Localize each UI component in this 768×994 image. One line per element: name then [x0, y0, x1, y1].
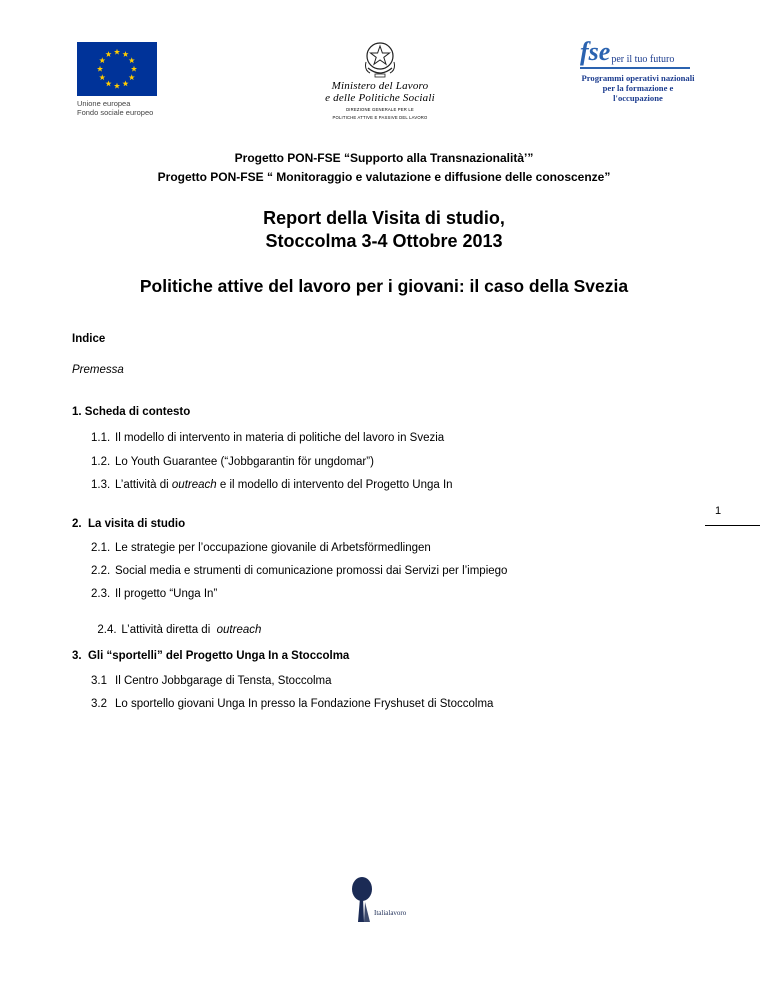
toc-item-1-1[interactable]	[91, 431, 444, 445]
fse-programme-2: per la formazione e l'occupazione	[602, 83, 674, 103]
toc-item-3-1[interactable]	[91, 674, 332, 688]
report-title-line-2: Stoccolma 3-4 Ottobre 2013	[265, 231, 503, 251]
toc-item-text: Il progetto “Unga In”	[115, 588, 218, 600]
eu-logo	[77, 42, 157, 117]
toc-item-3-2[interactable]	[91, 697, 493, 711]
ministry-name-2: e delle Politiche Sociali	[325, 92, 435, 104]
ministry-name-1: Ministero del Lavoro	[331, 80, 429, 92]
toc-item-1-2[interactable]	[91, 455, 374, 469]
toc-item-number: 2.2.	[91, 565, 111, 577]
project-title-2: Progetto PON-FSE “ Monitoraggio e valutazione e diffusione delle conoscenze”	[157, 170, 611, 184]
fse-mark: fse	[580, 37, 611, 66]
toc-item-text: L’attività di	[115, 479, 172, 491]
toc-item-number: 2.1.	[91, 542, 111, 554]
italia-lavoro-label: Italialavoro	[374, 909, 407, 917]
toc-item-2-1[interactable]	[91, 541, 431, 555]
toc-item-1-3[interactable]	[91, 478, 453, 492]
fse-divider	[580, 67, 690, 69]
project-title-1: Progetto PON-FSE “Supporto alla Transnazionalità’”	[234, 151, 534, 165]
toc-item-number: 3.1	[91, 675, 107, 687]
italia-lavoro-logo	[346, 876, 426, 936]
fse-programme-1: Programmi operativi nazionali	[581, 73, 695, 83]
toc-item-text: Lo sportello giovani Unga In presso la Fondazione Fryshuset di Stoccolma	[115, 698, 494, 710]
page-number: 1	[715, 505, 722, 517]
toc-item-italic-term: outreach	[171, 479, 217, 491]
fse-slogan: per il tuo futuro	[611, 54, 675, 65]
toc-item-italic-term: outreach	[216, 624, 262, 636]
ministry-sub-1: DIREZIONE GENERALE PER LE	[346, 107, 414, 112]
toc-item-text: e il modello di intervento del Progetto Unga In	[216, 479, 453, 491]
italian-emblem-icon	[362, 40, 398, 80]
toc-item-2-3[interactable]	[91, 587, 217, 601]
toc-section-3[interactable]: 3. Gli “sportelli” del Progetto Unga In a Stoccolma	[72, 650, 350, 662]
toc-item-text: L’attività diretta di	[121, 624, 217, 636]
toc-section-2[interactable]: 2. La visita di studio	[72, 518, 186, 530]
toc-section-1[interactable]: 1. Scheda di contesto	[72, 406, 191, 418]
toc-item-text: Le strategie per l’occupazione giovanile di Arbetsförmedlingen	[115, 542, 431, 554]
toc-item-2-4[interactable]	[91, 609, 261, 637]
eu-flag-icon	[77, 42, 157, 96]
eu-label-1: Unione europea	[77, 99, 131, 108]
toc-item-number: 2.3.	[91, 588, 111, 600]
ministry-logo	[320, 40, 440, 120]
italia-lavoro-mark-icon	[346, 876, 386, 926]
toc-item-number: 1.2.	[91, 456, 111, 468]
toc-item-number: 2.4.	[97, 624, 117, 636]
toc-item-number: 1.3.	[91, 479, 111, 491]
toc-item-text: Il modello di intervento in materia di politiche del lavoro in Svezia	[115, 432, 445, 444]
toc-item-text: Social media e strumenti di comunicazione promossi dai Servizi per l’impiego	[115, 565, 508, 577]
page-number-rule	[705, 525, 760, 526]
eu-label-2: Fondo sociale europeo	[77, 108, 154, 117]
toc-premessa: Premessa	[72, 364, 124, 376]
toc-item-number: 1.1.	[91, 432, 111, 444]
toc-heading: Indice	[72, 333, 106, 345]
ministry-sub-2: POLITICHE ATTIVE E PASSIVE DEL LAVORO	[332, 115, 428, 120]
fse-logo	[580, 37, 696, 103]
toc-item-number: 3.2	[91, 698, 107, 710]
toc-item-2-2[interactable]	[91, 564, 507, 578]
toc-item-text: Il Centro Jobbgarage di Tensta, Stoccolma	[115, 675, 332, 687]
report-subtitle: Politiche attive del lavoro per i giovani: il caso della Svezia	[139, 276, 629, 296]
toc-item-text: Lo Youth Guarantee (“Jobbgarantin för ungdomar”)	[115, 456, 374, 468]
report-title-line-1: Report della Visita di studio,	[263, 208, 505, 228]
